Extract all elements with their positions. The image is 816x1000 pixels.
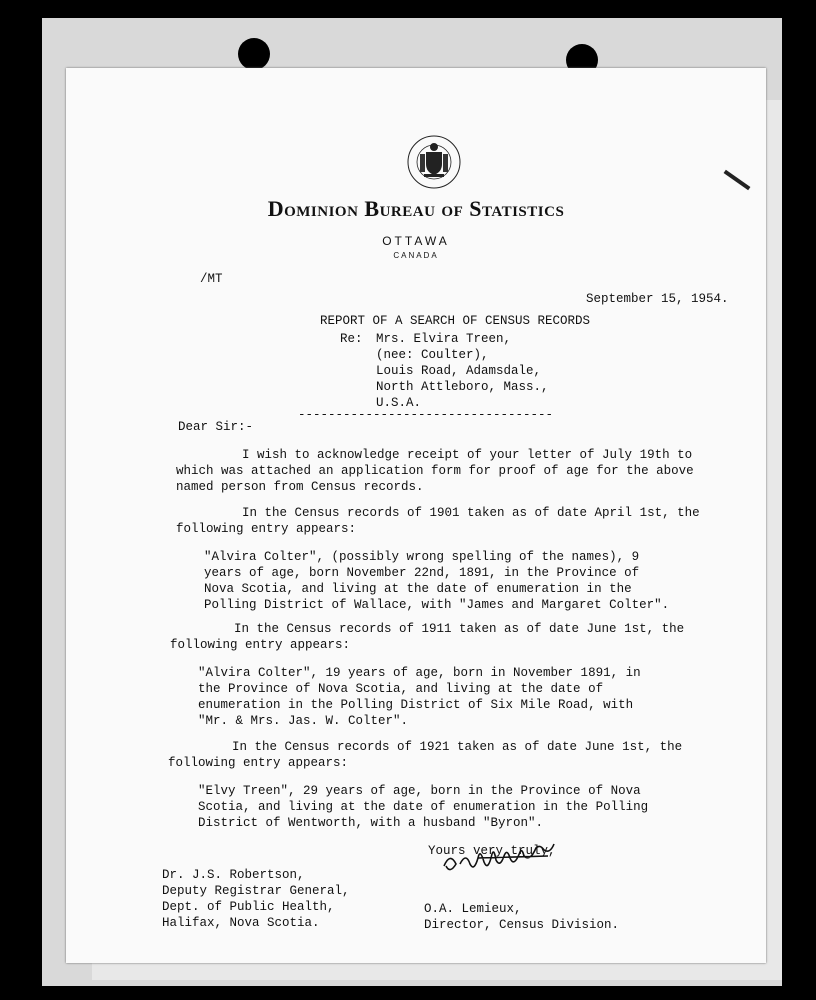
re-label: Re: (340, 332, 363, 346)
body-line: In the Census records of 1911 taken as of date June 1st, the (234, 622, 685, 636)
closing: Yours very truly, (428, 844, 556, 858)
letterhead-city: OTTAWA (382, 234, 450, 248)
body-line: "Alvira Colter", 19 years of age, born in November 1891, in (198, 666, 641, 680)
addressee-line: Dept. of Public Health, (162, 900, 335, 914)
body-line: which was attached an application form for proof of age for the above (176, 464, 694, 478)
pencil-mark (724, 170, 751, 190)
re-line: (nee: Coulter), (376, 348, 489, 362)
body-line: I wish to acknowledge receipt of your letter of July 19th to (242, 448, 693, 462)
coat-of-arms-icon (406, 132, 462, 192)
body-line: following entry appears: (176, 522, 357, 536)
re-line: U.S.A. (376, 396, 422, 410)
body-line: named person from Census records. (176, 480, 424, 494)
body-line: In the Census records of 1921 taken as of date June 1st, the (232, 740, 683, 754)
letter-page (66, 68, 766, 963)
body-line: following entry appears: (170, 638, 351, 652)
body-line: In the Census records of 1901 taken as of date April 1st, the (242, 506, 700, 520)
separator-line: ---------------------------------- (298, 408, 554, 422)
body-line: the Province of Nova Scotia, and living at the date of (198, 682, 604, 696)
reference-code: /MT (200, 272, 223, 286)
signatory-title: Director, Census Division. (424, 918, 620, 932)
salutation: Dear Sir:- (178, 420, 254, 434)
re-line: North Attleboro, Mass., (376, 380, 549, 394)
body-line: Polling District of Wallace, with "James and Margaret Colter". (204, 598, 670, 612)
re-line: Mrs. Elvira Treen, (376, 332, 512, 346)
punch-hole-left (238, 38, 270, 70)
body-line: years of age, born November 22nd, 1891, in the Province of (204, 566, 640, 580)
body-line: following entry appears: (168, 756, 349, 770)
body-line: enumeration in the Polling District of Six Mile Road, with (198, 698, 634, 712)
letterhead-country: CANADA (393, 251, 439, 260)
body-line: Scotia, and living at the date of enumeration in the Polling (198, 800, 649, 814)
report-title: REPORT OF A SEARCH OF CENSUS RECORDS (320, 314, 591, 328)
addressee-line: Dr. J.S. Robertson, (162, 868, 305, 882)
letter-date: September 15, 1954. (586, 292, 729, 306)
body-line: District of Wentworth, with a husband "Byron". (198, 816, 544, 830)
body-line: "Mr. & Mrs. Jas. W. Colter". (198, 714, 409, 728)
body-line: Nova Scotia, and living at the date of enumeration in the (204, 582, 632, 596)
body-line: "Elvy Treen", 29 years of age, born in the Province of Nova (198, 784, 641, 798)
re-line: Louis Road, Adamsdale, (376, 364, 542, 378)
handwritten-signature (438, 838, 578, 878)
addressee-line: Deputy Registrar General, (162, 884, 350, 898)
addressee-line: Halifax, Nova Scotia. (162, 916, 320, 930)
signatory-name: O.A. Lemieux, (424, 902, 522, 916)
body-line: "Alvira Colter", (possibly wrong spelling of the names), 9 (204, 550, 640, 564)
organization-name: Dominion Bureau of Statistics (267, 196, 565, 221)
